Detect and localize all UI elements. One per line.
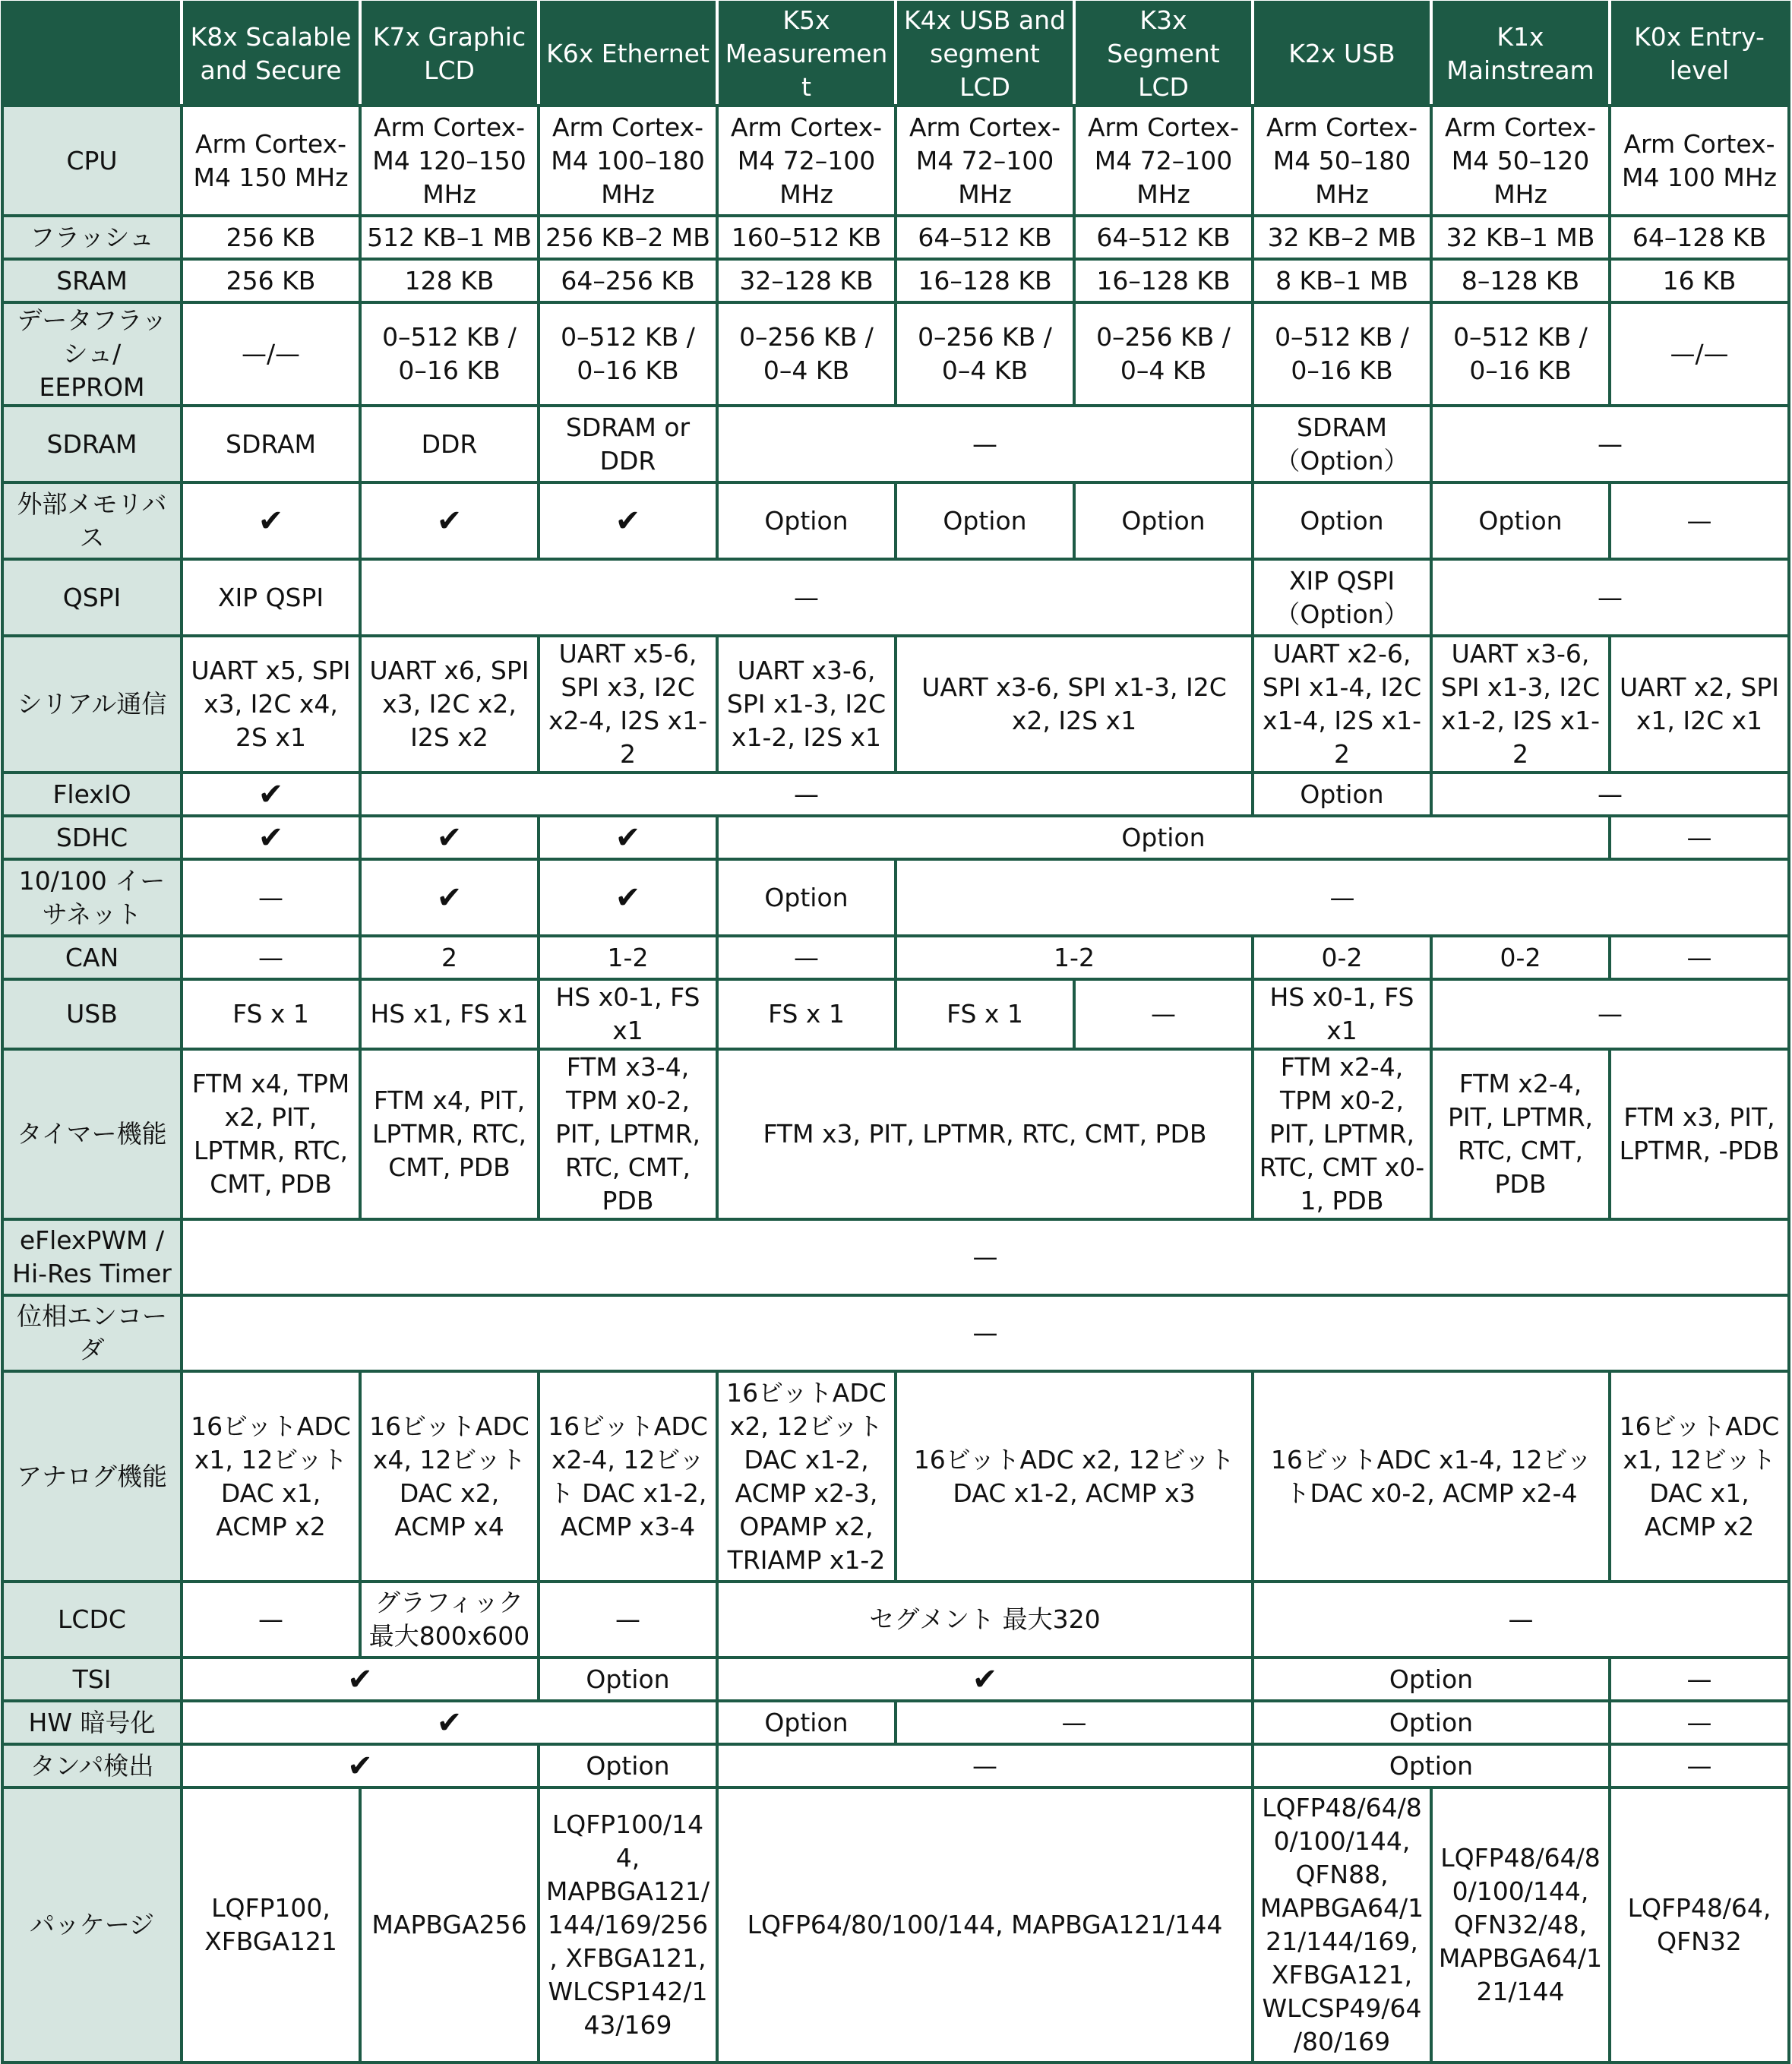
table-row bbox=[2, 936, 1789, 979]
header-corner bbox=[2, 2, 182, 106]
table-cell: 1-2 bbox=[896, 936, 1253, 979]
row-header: SDHC bbox=[2, 816, 182, 859]
table-cell: — bbox=[360, 559, 1253, 636]
column-header: K4x USB and segment LCD bbox=[896, 2, 1074, 106]
table-cell: Arm Cortex-M4 72–100 MHz bbox=[1074, 106, 1253, 216]
table-cell: セグメント 最大320 bbox=[717, 1582, 1253, 1658]
row-header: eFlexPWM / Hi-Res Timer bbox=[2, 1219, 182, 1295]
row-header: パッケージ bbox=[2, 1787, 182, 2062]
row-header: FlexIO bbox=[2, 773, 182, 816]
table-cell: Option bbox=[1253, 1658, 1610, 1701]
table-cell: UART x5-6, SPI x3, I2C x2-4, I2S x1-2 bbox=[539, 636, 717, 773]
table-cell: LQFP64/80/100/144, MAPBGA121/144 bbox=[717, 1787, 1253, 2062]
table-cell: 128 KB bbox=[360, 259, 539, 302]
table-cell: 8–128 KB bbox=[1431, 259, 1610, 302]
table-cell: Arm Cortex-M4 100 MHz bbox=[1610, 106, 1789, 216]
table-cell: UART x3-6, SPI x1-3, I2C x1-2, I2S x1-2 bbox=[1431, 636, 1610, 773]
table-row bbox=[2, 1295, 1789, 1371]
table-row bbox=[2, 216, 1789, 259]
table-cell: 32–128 KB bbox=[717, 259, 896, 302]
table-cell: HS x0-1, FS x1 bbox=[1253, 979, 1431, 1049]
table-cell: Option bbox=[717, 482, 896, 559]
table-cell: — bbox=[182, 936, 360, 979]
table-cell: MAPBGA256 bbox=[360, 1787, 539, 2062]
table-cell: — bbox=[1253, 1582, 1789, 1658]
table-cell: FTM x3, PIT, LPTMR, RTC, CMT, PDB bbox=[717, 1049, 1253, 1219]
table-row bbox=[2, 1582, 1789, 1658]
check-icon-cell: ✔ bbox=[360, 859, 539, 936]
comparison-table bbox=[1, 1, 1790, 2064]
check-icon-cell: ✔ bbox=[182, 773, 360, 816]
row-header: TSI bbox=[2, 1658, 182, 1701]
table-row bbox=[2, 106, 1789, 216]
table-cell: — bbox=[1431, 773, 1789, 816]
row-header: 外部メモリバス bbox=[2, 482, 182, 559]
table-cell: 0–512 KB / 0–16 KB bbox=[360, 302, 539, 406]
table-row bbox=[2, 636, 1789, 773]
column-header: K0x Entry-level bbox=[1610, 2, 1789, 106]
table-cell: SDRAM or DDR bbox=[539, 406, 717, 482]
table-cell: — bbox=[717, 936, 896, 979]
table-row bbox=[2, 406, 1789, 482]
table-row bbox=[2, 1701, 1789, 1744]
table-cell: — bbox=[896, 859, 1789, 936]
table-cell: Option bbox=[717, 1701, 896, 1744]
check-icon-cell: ✔ bbox=[182, 1701, 717, 1744]
table-cell: 0-2 bbox=[1431, 936, 1610, 979]
table-row bbox=[2, 979, 1789, 1049]
table-row bbox=[2, 1658, 1789, 1701]
table-cell: 256 KB–2 MB bbox=[539, 216, 717, 259]
table-cell: UART x3-6, SPI x1-3, I2C x1-2, I2S x1 bbox=[717, 636, 896, 773]
table-row bbox=[2, 302, 1789, 406]
column-header: K2x USB bbox=[1253, 2, 1431, 106]
table-cell: — bbox=[896, 1701, 1253, 1744]
table-cell: Arm Cortex-M4 120–150 MHz bbox=[360, 106, 539, 216]
table-cell: Arm Cortex-M4 50–180 MHz bbox=[1253, 106, 1431, 216]
check-icon-cell: ✔ bbox=[182, 1658, 539, 1701]
table-cell: Arm Cortex-M4 72–100 MHz bbox=[896, 106, 1074, 216]
row-header: SRAM bbox=[2, 259, 182, 302]
row-header: LCDC bbox=[2, 1582, 182, 1658]
table-cell: — bbox=[1431, 979, 1789, 1049]
check-icon-cell: ✔ bbox=[360, 816, 539, 859]
table-cell: XIP QSPI bbox=[182, 559, 360, 636]
table-row bbox=[2, 259, 1789, 302]
table-cell: Option bbox=[896, 482, 1074, 559]
table-cell: 64–256 KB bbox=[539, 259, 717, 302]
table-cell: 64–512 KB bbox=[1074, 216, 1253, 259]
table-row bbox=[2, 1371, 1789, 1582]
table-cell: 64–128 KB bbox=[1610, 216, 1789, 259]
table-cell: — bbox=[182, 1582, 360, 1658]
table-cell: Option bbox=[539, 1744, 717, 1787]
check-icon-cell: ✔ bbox=[539, 482, 717, 559]
table-cell: — bbox=[360, 773, 1253, 816]
table-row bbox=[2, 1049, 1789, 1219]
table-cell: — bbox=[1610, 1658, 1789, 1701]
table-cell: 64–512 KB bbox=[896, 216, 1074, 259]
table-cell: Option bbox=[1253, 1701, 1610, 1744]
table-row bbox=[2, 559, 1789, 636]
table-cell: XIP QSPI（Option） bbox=[1253, 559, 1431, 636]
table-cell: 1-2 bbox=[539, 936, 717, 979]
table-cell: FTM x3-4, TPM x0-2, PIT, LPTMR, RTC, CMT, PDB bbox=[539, 1049, 717, 1219]
column-header: K5x Measurement bbox=[717, 2, 896, 106]
check-icon-cell: ✔ bbox=[717, 1658, 1253, 1701]
row-header: アナログ機能 bbox=[2, 1371, 182, 1582]
table-cell: UART x6, SPI x3, I2C x2, I2S x2 bbox=[360, 636, 539, 773]
column-header: K1x Mainstream bbox=[1431, 2, 1610, 106]
table-cell: Arm Cortex-M4 72–100 MHz bbox=[717, 106, 896, 216]
table-cell: 16–128 KB bbox=[1074, 259, 1253, 302]
table-cell: —/— bbox=[1610, 302, 1789, 406]
table-cell: FTM x4, PIT, LPTMR, RTC, CMT, PDB bbox=[360, 1049, 539, 1219]
check-icon-cell: ✔ bbox=[182, 482, 360, 559]
table-cell: — bbox=[1610, 1744, 1789, 1787]
row-header: SDRAM bbox=[2, 406, 182, 482]
column-header: K6x Ethernet bbox=[539, 2, 717, 106]
table-cell: Option bbox=[539, 1658, 717, 1701]
row-header: CPU bbox=[2, 106, 182, 216]
table-row bbox=[2, 859, 1789, 936]
table-row bbox=[2, 482, 1789, 559]
table-cell: — bbox=[182, 859, 360, 936]
table-cell: 16 KB bbox=[1610, 259, 1789, 302]
table-body bbox=[2, 106, 1789, 2062]
table-cell: — bbox=[539, 1582, 717, 1658]
check-icon-cell: ✔ bbox=[182, 1744, 539, 1787]
table-cell: 512 KB–1 MB bbox=[360, 216, 539, 259]
table-cell: 0–512 KB / 0–16 KB bbox=[1431, 302, 1610, 406]
table-cell: 16ビットADC x2-4, 12ビット DAC x1-2, ACMP x3-4 bbox=[539, 1371, 717, 1582]
table-cell: 256 KB bbox=[182, 216, 360, 259]
table-cell: 0-2 bbox=[1253, 936, 1431, 979]
table-cell: LQFP100/144, MAPBGA121/144/169/256, XFBGA121, WLCSP142/143/169 bbox=[539, 1787, 717, 2062]
table-cell: 2 bbox=[360, 936, 539, 979]
table-cell: SDRAM bbox=[182, 406, 360, 482]
row-header: HW 暗号化 bbox=[2, 1701, 182, 1744]
table-cell: 0–512 KB / 0–16 KB bbox=[1253, 302, 1431, 406]
column-header: K3x Segment LCD bbox=[1074, 2, 1253, 106]
check-icon-cell: ✔ bbox=[182, 816, 360, 859]
table-cell: 256 KB bbox=[182, 259, 360, 302]
row-header: フラッシュ bbox=[2, 216, 182, 259]
table-cell: UART x2-6, SPI x1-4, I2C x1-4, I2S x1-2 bbox=[1253, 636, 1431, 773]
row-header: タンパ検出 bbox=[2, 1744, 182, 1787]
table-cell: HS x0-1, FS x1 bbox=[539, 979, 717, 1049]
table-cell: FS x 1 bbox=[717, 979, 896, 1049]
table-cell: 16–128 KB bbox=[896, 259, 1074, 302]
table-cell: — bbox=[1610, 1701, 1789, 1744]
table-cell: Arm Cortex-M4 150 MHz bbox=[182, 106, 360, 216]
row-header: CAN bbox=[2, 936, 182, 979]
table-cell: — bbox=[182, 1295, 1789, 1371]
table-row bbox=[2, 1219, 1789, 1295]
table-cell: — bbox=[717, 1744, 1253, 1787]
row-header: 位相エンコーダ bbox=[2, 1295, 182, 1371]
table-cell: 32 KB–1 MB bbox=[1431, 216, 1610, 259]
table-cell: FTM x3, PIT, LPTMR, -PDB bbox=[1610, 1049, 1789, 1219]
table-cell: Option bbox=[717, 816, 1610, 859]
table-row bbox=[2, 773, 1789, 816]
table-row bbox=[2, 1787, 1789, 2062]
table-cell: UART x2, SPI x1, I2C x1 bbox=[1610, 636, 1789, 773]
table-cell: 16ビットADC x1, 12ビット DAC x1, ACMP x2 bbox=[1610, 1371, 1789, 1582]
table-cell: LQFP100, XFBGA121 bbox=[182, 1787, 360, 2062]
table-cell: FTM x4, TPM x2, PIT, LPTMR, RTC, CMT, PDB bbox=[182, 1049, 360, 1219]
row-header: タイマー機能 bbox=[2, 1049, 182, 1219]
table-cell: 160–512 KB bbox=[717, 216, 896, 259]
table-cell: 0–256 KB / 0–4 KB bbox=[717, 302, 896, 406]
table-cell: 16ビットADC x4, 12ビット DAC x2, ACMP x4 bbox=[360, 1371, 539, 1582]
table-cell: — bbox=[1610, 482, 1789, 559]
table-cell: Option bbox=[1253, 1744, 1610, 1787]
table-cell: — bbox=[1610, 936, 1789, 979]
table-cell: Arm Cortex-M4 100–180 MHz bbox=[539, 106, 717, 216]
table-cell: — bbox=[717, 406, 1253, 482]
row-header: QSPI bbox=[2, 559, 182, 636]
table-cell: — bbox=[1610, 816, 1789, 859]
row-header: シリアル通信 bbox=[2, 636, 182, 773]
check-icon-cell: ✔ bbox=[539, 859, 717, 936]
table-cell: Option bbox=[1253, 482, 1431, 559]
table-cell: 16ビットADC x2, 12ビット DAC x1-2, ACMP x2-3, OPAMP x2, TRIAMP x1-2 bbox=[717, 1371, 896, 1582]
table-cell: — bbox=[182, 1219, 1789, 1295]
table-cell: — bbox=[1431, 406, 1789, 482]
table-cell: Option bbox=[1074, 482, 1253, 559]
table-cell: Option bbox=[1253, 773, 1431, 816]
table-cell: 0–512 KB / 0–16 KB bbox=[539, 302, 717, 406]
row-header: データフラッシュ/ EEPROM bbox=[2, 302, 182, 406]
table-cell: — bbox=[1431, 559, 1789, 636]
table-cell: 16ビットADC x1, 12ビット DAC x1, ACMP x2 bbox=[182, 1371, 360, 1582]
table-cell: — bbox=[1074, 979, 1253, 1049]
table-row bbox=[2, 1744, 1789, 1787]
check-icon-cell: ✔ bbox=[360, 482, 539, 559]
table-cell: LQFP48/64/80/100/144, QFN32/48, MAPBGA64/121/144 bbox=[1431, 1787, 1610, 2062]
table-cell: FS x 1 bbox=[896, 979, 1074, 1049]
table-cell: FTM x2-4, TPM x0-2, PIT, LPTMR, RTC, CMT x0-1, PDB bbox=[1253, 1049, 1431, 1219]
column-header: K7x Graphic LCD bbox=[360, 2, 539, 106]
table-cell: LQFP48/64, QFN32 bbox=[1610, 1787, 1789, 2062]
table-cell: UART x3-6, SPI x1-3, I2C x2, I2S x1 bbox=[896, 636, 1253, 773]
header-row bbox=[2, 2, 1789, 106]
table-cell: SDRAM（Option） bbox=[1253, 406, 1431, 482]
table-cell: 32 KB–2 MB bbox=[1253, 216, 1431, 259]
table-cell: 0–256 KB / 0–4 KB bbox=[1074, 302, 1253, 406]
table-cell: 0–256 KB / 0–4 KB bbox=[896, 302, 1074, 406]
table-cell: LQFP48/64/80/100/144, QFN88, MAPBGA64/121/144/169, XFBGA121, WLCSP49/64/80/169 bbox=[1253, 1787, 1431, 2062]
row-header: 10/100 イーサネット bbox=[2, 859, 182, 936]
column-header: K8x Scalable and Secure bbox=[182, 2, 360, 106]
table-cell: 16ビットADC x2, 12ビットDAC x1-2, ACMP x3 bbox=[896, 1371, 1253, 1582]
table-cell: 8 KB–1 MB bbox=[1253, 259, 1431, 302]
table-cell: グラフィック 最大800x600 bbox=[360, 1582, 539, 1658]
table-cell: Option bbox=[1431, 482, 1610, 559]
table-cell: UART x5, SPI x3, I2C x4, 2S x1 bbox=[182, 636, 360, 773]
table-cell: FTM x2-4, PIT, LPTMR, RTC, CMT, PDB bbox=[1431, 1049, 1610, 1219]
table-cell: HS x1, FS x1 bbox=[360, 979, 539, 1049]
row-header: USB bbox=[2, 979, 182, 1049]
table-cell: —/— bbox=[182, 302, 360, 406]
table-cell: DDR bbox=[360, 406, 539, 482]
table-row bbox=[2, 816, 1789, 859]
table-cell: FS x 1 bbox=[182, 979, 360, 1049]
table-cell: 16ビットADC x1-4, 12ビットDAC x0-2, ACMP x2-4 bbox=[1253, 1371, 1610, 1582]
table-cell: Option bbox=[717, 859, 896, 936]
table-cell: Arm Cortex-M4 50–120 MHz bbox=[1431, 106, 1610, 216]
check-icon-cell: ✔ bbox=[539, 816, 717, 859]
